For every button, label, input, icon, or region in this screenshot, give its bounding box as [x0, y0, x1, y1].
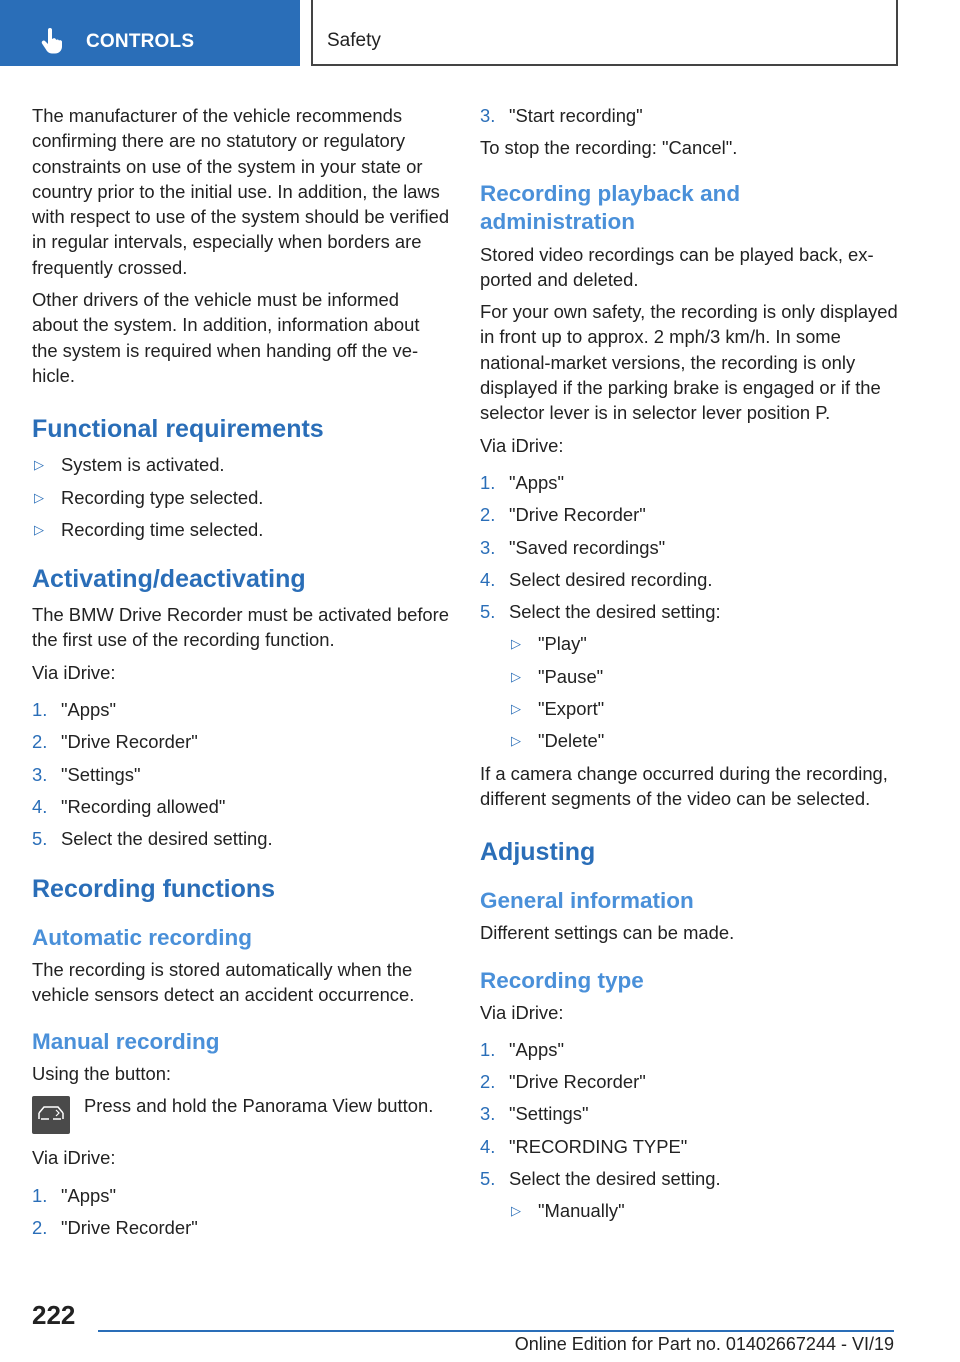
list-item: 3. "Settings"	[480, 1103, 589, 1125]
stop-recording-text: To stop the recording: "Cancel".	[480, 137, 738, 159]
recording-type-options	[509, 1198, 898, 1223]
manual-recording-steps-cont	[480, 103, 898, 128]
list-item: ▷ "Pause"	[509, 664, 898, 689]
intro-paragraph-1: The manufacturer of the vehicle recommends confirming there are no statutory or regulatory constraints on use of the system in your state or country prior to the initial use. In addition, the laws with respect to use of the system should be verified in regular intervals, especially when borders are frequently crossed.	[32, 105, 450, 278]
list-item: 3. "Settings"	[32, 763, 141, 785]
panorama-button-text: Press and hold the Panorama View button.	[84, 1095, 434, 1117]
list-item: ▷ Recording time selected.	[32, 517, 450, 542]
list-item: 2. "Drive Recorder"	[32, 731, 198, 753]
list-item: 4. "Recording allowed"	[32, 795, 226, 817]
adjusting-heading: Adjusting	[480, 838, 596, 867]
right-column	[480, 103, 898, 1231]
list-item: 1. "Apps"	[32, 1184, 116, 1206]
recording-functions-heading: Recording functions	[32, 874, 276, 903]
recording-type-steps	[480, 1037, 898, 1224]
header-section-tab[interactable]	[0, 0, 300, 66]
functional-requirements-heading: Functional requirements	[32, 415, 324, 444]
via-idrive-label: Via iDrive:	[480, 1001, 564, 1023]
list-item: ▷ "Manually"	[509, 1198, 898, 1223]
manual-recording-text: Using the button:	[32, 1063, 172, 1085]
activating-steps	[32, 697, 450, 851]
via-idrive-label: Via iDrive:	[32, 1147, 116, 1169]
via-idrive-label: Via iDrive:	[480, 434, 564, 456]
playback-text-2: For your own safety, the recording is only displayed in front up to approx. 2 mph/3 km/h. In some national-market versions, the recording is only displayed if the parking brake is engaged or if the selector lever is in selector lever position P.	[480, 301, 898, 424]
recording-type-heading: Recording type	[480, 967, 644, 993]
functional-requirements-list	[32, 452, 450, 542]
page-number: 222	[32, 1300, 76, 1330]
via-idrive-label: Via iDrive:	[32, 661, 116, 683]
playback-options	[509, 631, 898, 753]
general-information-heading: General information	[480, 888, 694, 914]
panorama-button-row	[32, 1093, 450, 1135]
manual-recording-steps	[32, 1183, 450, 1241]
panorama-view-button-icon	[32, 1096, 70, 1134]
list-item: ▷ System is activated.	[32, 452, 450, 477]
automatic-recording-heading: Automatic recording	[32, 924, 253, 950]
list-item: 5. Select the desired setting: ▷ "Play" ▷ "Pause" ▷ "Export" ▷ "Delete"	[480, 599, 898, 753]
list-item: 2. "Drive Recorder"	[32, 1217, 198, 1239]
general-information-text: Different settings can be made.	[480, 922, 735, 944]
section-label: CONTROLS	[86, 31, 195, 52]
list-item: 4. Select desired recording.	[480, 568, 713, 590]
list-item: 5. Select the desired setting.	[32, 828, 273, 850]
list-item: ▷ "Export"	[509, 696, 898, 721]
list-item: 3. "Start recording"	[480, 105, 643, 126]
list-item: 4. "RECORDING TYPE"	[480, 1135, 688, 1157]
automatic-recording-text: The recording is stored automatically when the vehicle sensors detect an accident occurrence.	[32, 958, 415, 1005]
list-item: ▷ "Play"	[509, 631, 898, 656]
header-subsection	[311, 0, 898, 66]
left-column	[32, 103, 450, 1247]
list-item: 1. "Apps"	[32, 699, 116, 721]
list-item: 1. "Apps"	[480, 471, 564, 493]
intro-paragraph-2: Other drivers of the vehicle must be informed about the system. In addition, information about the system is required when handing off the vehicle.	[32, 289, 420, 386]
list-item: 5. Select the desired setting. ▷ "Manually"	[480, 1166, 898, 1224]
footer-divider	[98, 1330, 894, 1332]
list-item: ▷ Recording type selected.	[32, 485, 450, 510]
list-item: ▷ "Delete"	[509, 728, 898, 753]
manual-recording-heading: Manual recording	[32, 1029, 220, 1055]
hand-pointer-icon	[40, 28, 66, 54]
playback-text-1: Stored video recordings can be played back, exported and deleted.	[480, 243, 874, 290]
list-item: 2. "Drive Recorder"	[480, 1071, 646, 1093]
activating-text: The BMW Drive Recorder must be activated before the first use of the recording function.	[32, 604, 450, 651]
list-item: 1. "Apps"	[480, 1038, 564, 1060]
camera-change-text: If a camera change occurred during the recording, different segments of the video can be selected.	[480, 762, 888, 809]
playback-heading: Recording playback and administration	[480, 180, 741, 234]
list-item: 3. "Saved recordings"	[480, 536, 666, 558]
playback-steps	[480, 470, 898, 754]
activating-heading: Activating/deactivating	[32, 565, 306, 594]
subsection-label: Safety	[327, 30, 381, 51]
list-item: 2. "Drive Recorder"	[480, 504, 646, 526]
edition-text: Online Edition for Part no. 01402667244 - VI/19	[514, 1334, 894, 1354]
